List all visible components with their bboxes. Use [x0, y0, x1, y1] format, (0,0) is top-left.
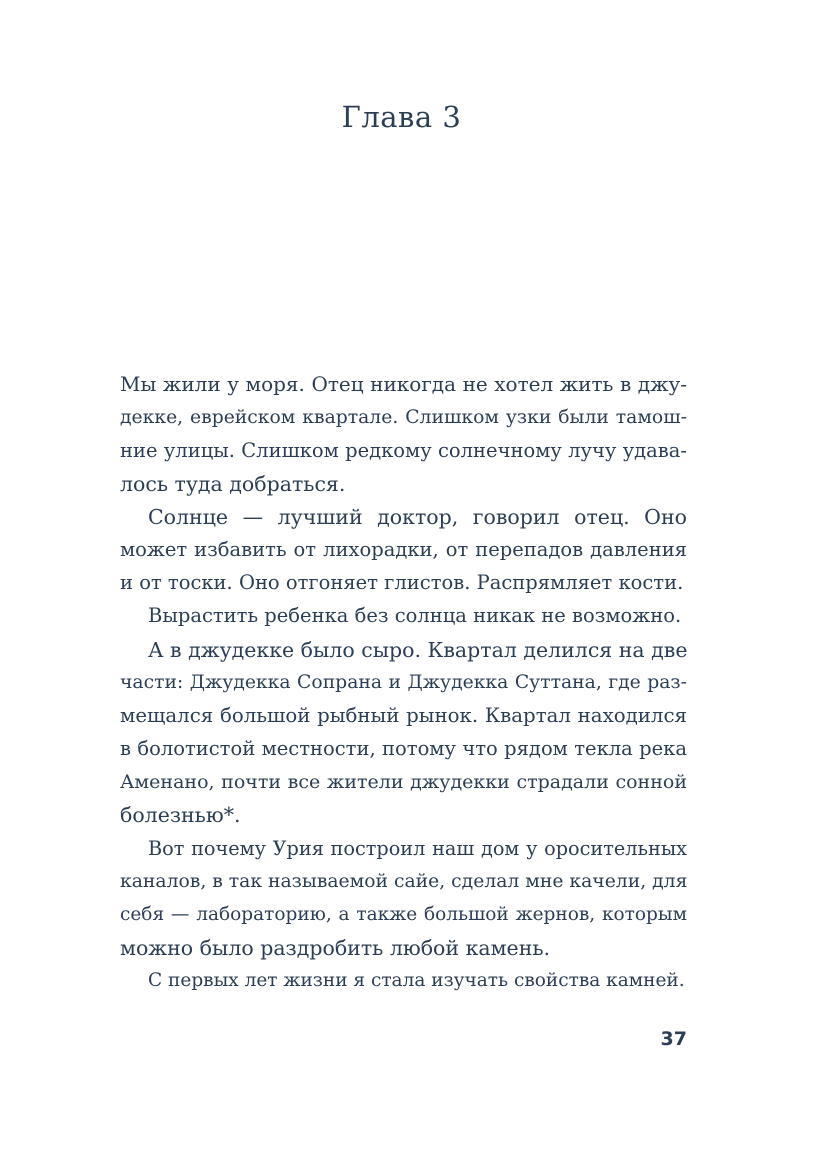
text-line: части: Джудекка Сопрана и Джудекка Суттана, где раз- [120, 672, 687, 693]
text-line: себя — лабораторию, а также большой жернов, которым [120, 904, 687, 925]
text-line: в болотистой местности, потому что рядом текла река [120, 737, 687, 760]
text-line: каналов, в так называемой сайе, сделал мне качели, для [120, 871, 688, 892]
text-line: лось туда добраться. [120, 472, 346, 496]
text-line: декке, еврейском квартале. Слишком узки были тамош- [120, 407, 687, 428]
text-line: Солнце — лучший доктор, говорил отец. Оно [148, 505, 687, 529]
text-line: болезнью*. [120, 803, 241, 827]
text-line: и от тоски. Оно отгоняет глистов. Распрямляет кости. [120, 571, 684, 594]
chapter-title: Глава 3 [341, 100, 462, 134]
text-line: можно было раздробить любой камень. [120, 936, 551, 960]
page-number: 37 [660, 1028, 687, 1050]
text-line: Вот почему Урия построил наш дом у оросительных [148, 837, 687, 860]
text-line: Вырастить ребенка без солнца никак не возможно. [148, 604, 682, 627]
text-line: Мы жили у моря. Отец никогда не хотел жить в джу- [120, 372, 687, 396]
text-line: может избавить от лихорадки, от перепадов давления [120, 538, 687, 561]
text-line: ние улицы. Слишком редкому солнечному лучу удава- [120, 439, 687, 462]
text-line: мещался большой рыбный рынок. Квартал находился [120, 704, 687, 727]
text-line: Аменано, почти все жители джудекки страдали сонной [120, 771, 687, 793]
text-line: С первых лет жизни я стала изучать свойства камней. [148, 970, 685, 991]
text-line: А в джудекке было сыро. Квартал делился на две [148, 638, 688, 662]
